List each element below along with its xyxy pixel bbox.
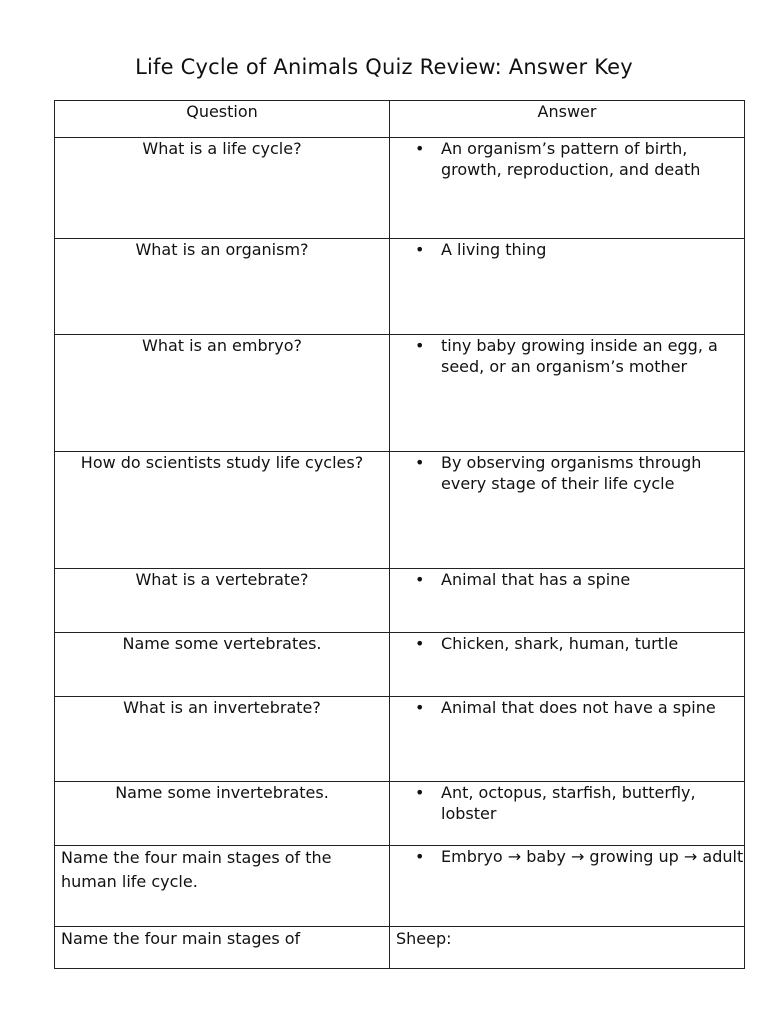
bullet-icon: •: [415, 139, 425, 158]
table-row: [55, 782, 745, 846]
table-row: [55, 927, 745, 969]
table-row: [55, 846, 745, 927]
bullet-icon: •: [415, 453, 425, 472]
question-text: What is an invertebrate?: [123, 698, 321, 717]
bullet-icon: •: [415, 847, 425, 866]
question-text: Name some vertebrates.: [122, 634, 322, 653]
header-answer: Answer: [390, 101, 745, 138]
question-text: Name the four main stages of: [61, 929, 301, 948]
qa-table: [54, 100, 745, 969]
answer-text: An organism’s pattern of birth, growth, reproduction, and death: [441, 139, 701, 179]
bullet-icon: •: [415, 783, 425, 802]
answer-text: Ant, octopus, starfish, butterfly, lobster: [441, 783, 696, 823]
table-row: [55, 697, 745, 782]
answer-text: Sheep:: [396, 929, 452, 948]
question-text: Name some invertebrates.: [115, 783, 329, 802]
table-row: [55, 239, 745, 335]
table-row: [55, 452, 745, 569]
table-header-row: [55, 101, 745, 138]
header-question: Question: [55, 101, 390, 138]
answer-text: Chicken, shark, human, turtle: [441, 634, 679, 653]
page-title: Life Cycle of Animals Quiz Review: Answer Key: [135, 55, 633, 79]
question-text: What is a life cycle?: [142, 139, 302, 158]
question-text: Name the four main stages of the human life cycle.: [61, 848, 332, 891]
answer-text: A living thing: [441, 240, 547, 259]
question-text: What is an organism?: [135, 240, 309, 259]
table-row: [55, 335, 745, 452]
bullet-icon: •: [415, 570, 425, 589]
table-row: [55, 138, 745, 239]
question-text: What is a vertebrate?: [135, 570, 309, 589]
question-text: What is an embryo?: [142, 336, 302, 355]
bullet-icon: •: [415, 240, 425, 259]
answer-text: By observing organisms through every stage of their life cycle: [441, 453, 702, 493]
answer-text: Animal that has a spine: [441, 570, 631, 589]
answer-text: Animal that does not have a spine: [441, 698, 716, 717]
answer-text: tiny baby growing inside an egg, a seed, or an organism’s mother: [441, 336, 718, 376]
bullet-icon: •: [415, 634, 425, 653]
answer-text: Embryo → baby → growing up → adult: [441, 847, 744, 866]
bullet-icon: •: [415, 336, 425, 355]
table-row: [55, 633, 745, 697]
table-row: [55, 569, 745, 633]
bullet-icon: •: [415, 698, 425, 717]
question-text: How do scientists study life cycles?: [80, 453, 364, 472]
